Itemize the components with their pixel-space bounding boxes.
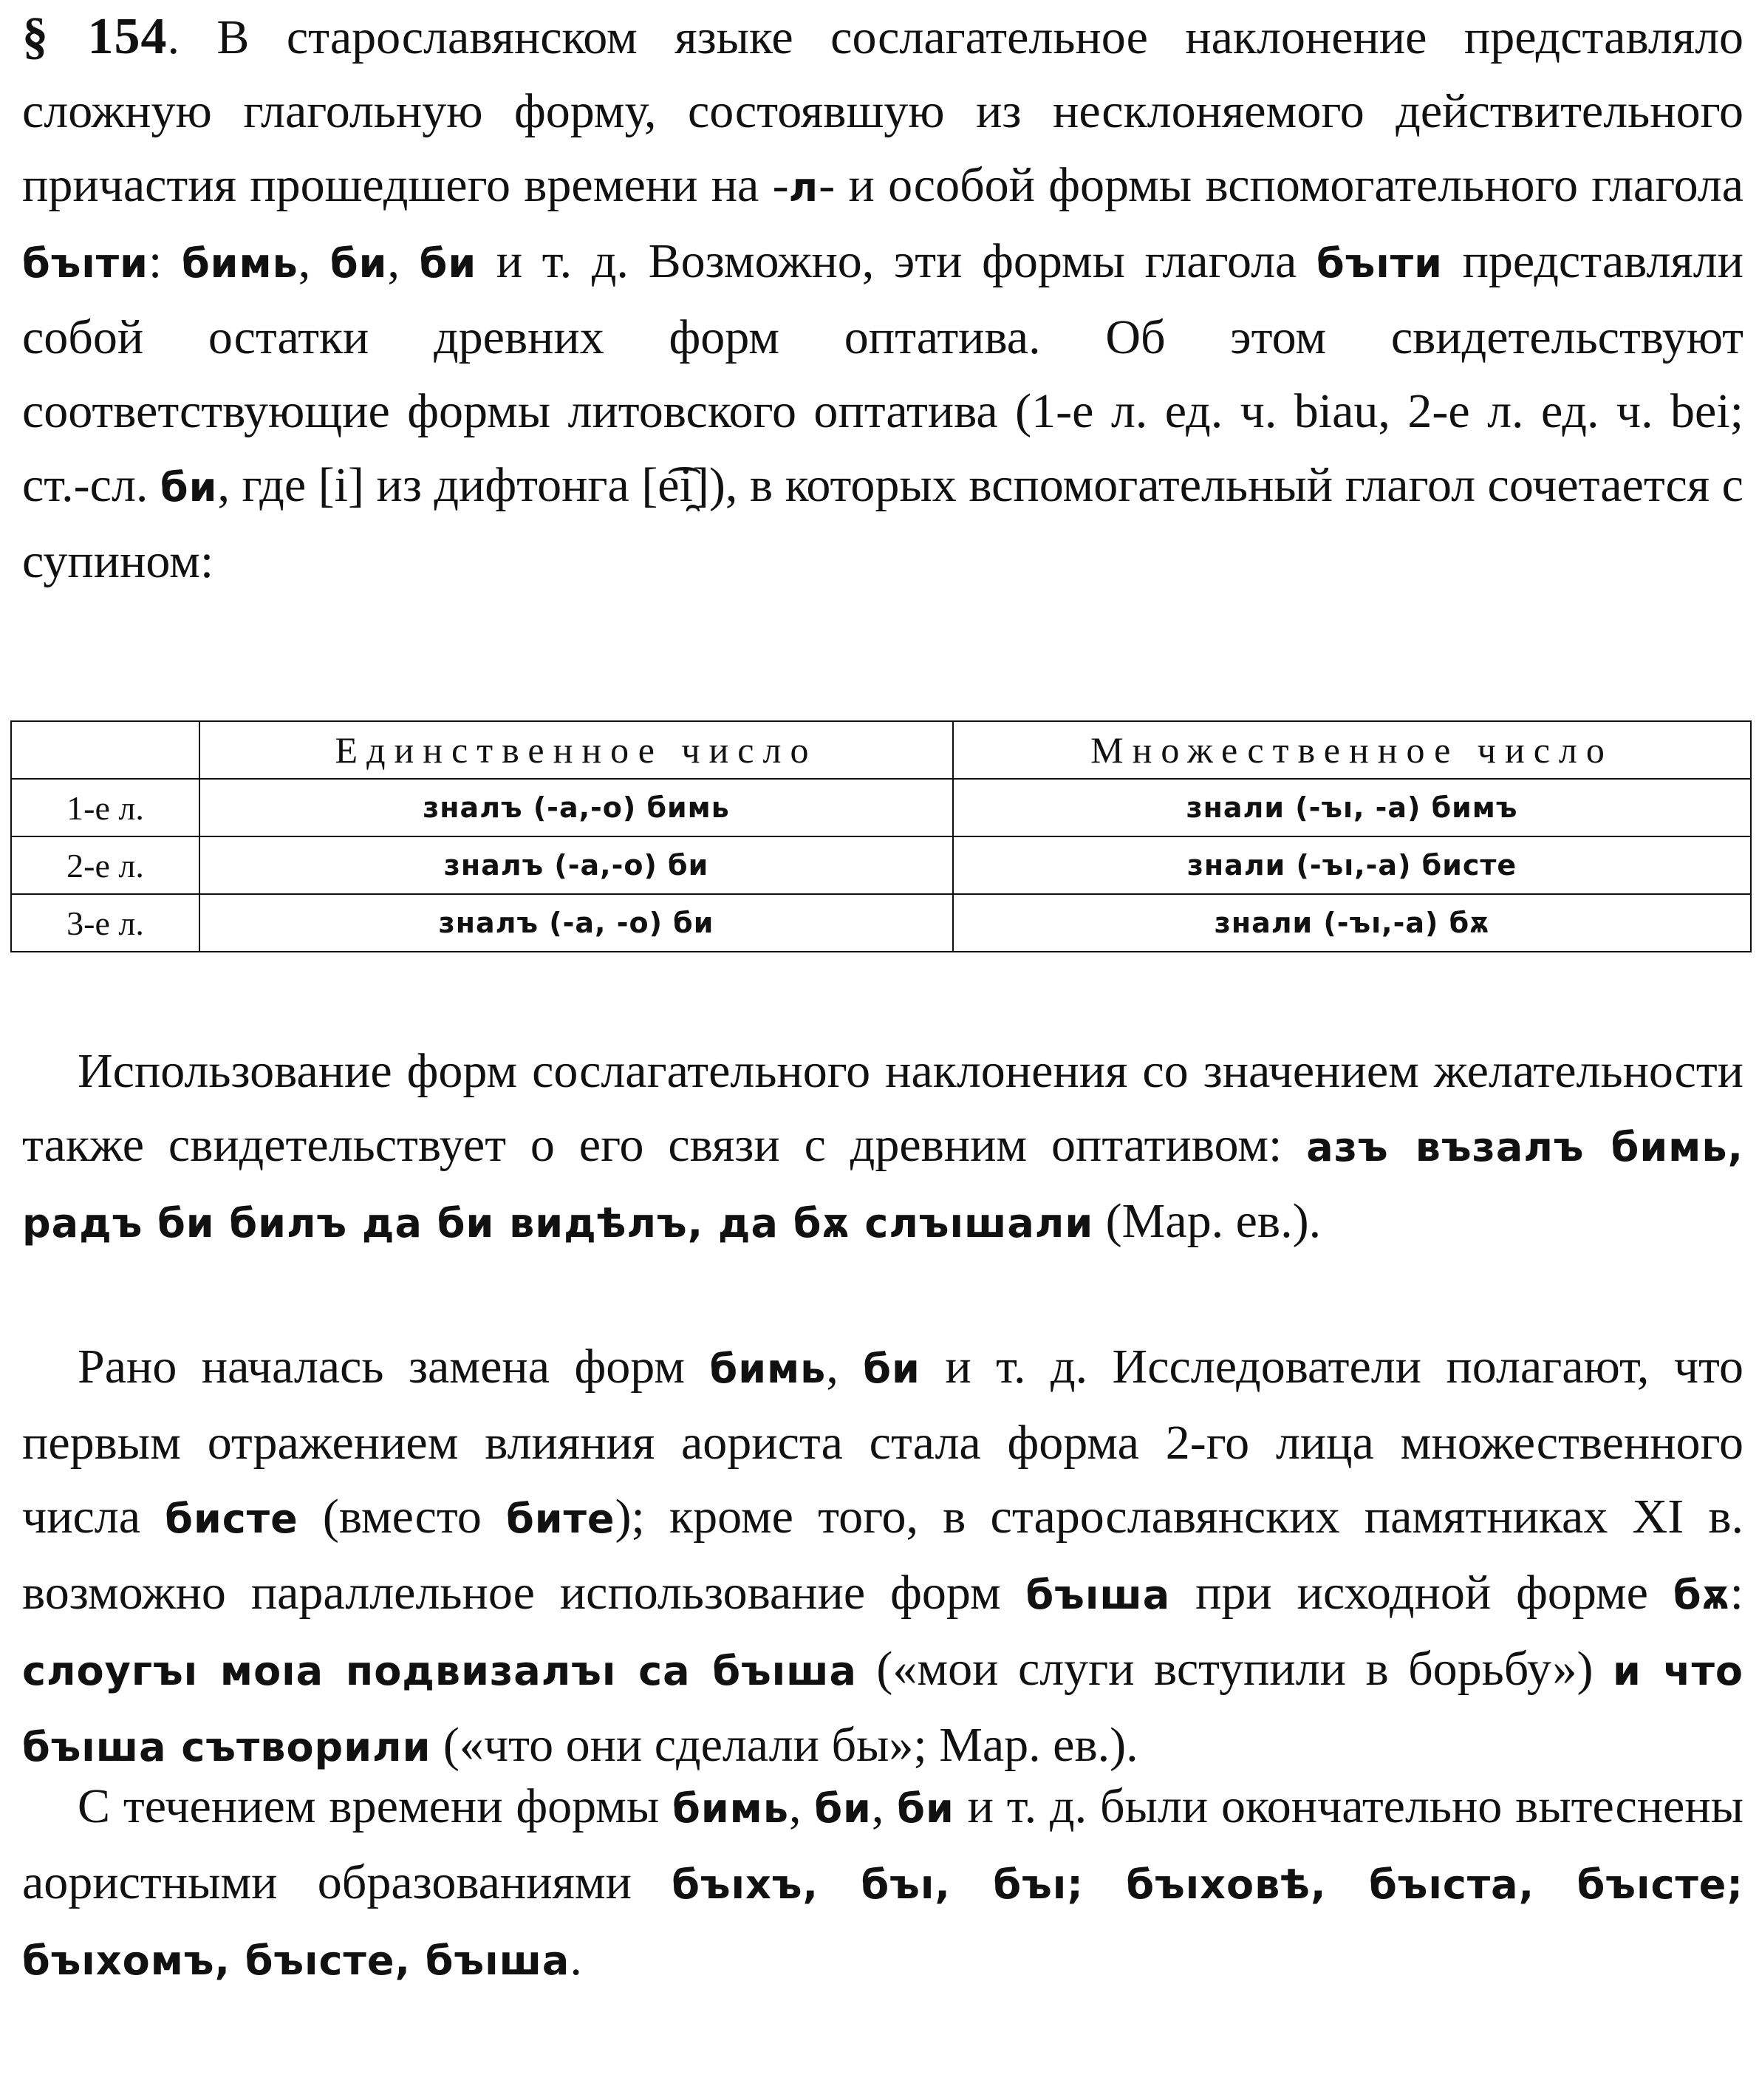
text-run: (вместо — [298, 1490, 507, 1544]
text-run: и т. д. Исследователи полагают, что первым отражением влияния аориста стала форма 2-го лица множественного числа — [22, 1340, 1743, 1544]
old-slavonic-form: бъıти — [22, 240, 148, 287]
old-slavonic-form: бимь — [672, 1785, 789, 1832]
person-cell: 1-е л. — [11, 779, 199, 836]
paragraph-aorist-replacement — [22, 1330, 1743, 1784]
old-slavonic-quote: слоугъı моıа подвизалъı са бъıша — [22, 1648, 857, 1694]
old-slavonic-form: л — [788, 164, 819, 211]
plural-form-cell: знали (-ъı, -а) бимъ — [953, 779, 1751, 836]
old-slavonic-form: би — [863, 1346, 921, 1392]
table-row — [11, 836, 1751, 894]
text-run: представляли собой остатки древних форм оптатива. Об этом свидетельствуют соответствующие формы литовского оптатива (1-е л. ед. ч. biau, 2-е л. ед. ч. bei; ст.-сл. — [22, 234, 1743, 512]
old-slavonic-form: бъıша — [1025, 1572, 1171, 1618]
old-slavonic-form: бисте — [165, 1496, 298, 1542]
text-run: при исходной форме — [1170, 1566, 1673, 1620]
plural-form-cell: знали (-ъı,-а) бѫ — [953, 894, 1751, 952]
person-cell: 3-е л. — [11, 894, 199, 952]
old-slavonic-form: би — [419, 240, 477, 287]
text-run: Использование форм сослагательного наклонения со значением желательности также свидетельствует о его связи с древним оптативом: — [22, 1044, 1743, 1172]
text-run: : — [1729, 1566, 1744, 1620]
text-run: . В старославянском языке сослагательное наклонение представляло сложную глагольную форму, состоявшую из несклоняемого действительного причастия прошедшего времени на - — [22, 10, 1744, 212]
text-run: , — [826, 1340, 864, 1394]
text-run: , — [788, 1779, 815, 1833]
text-run: и т. д. Возможно, эти формы глагола — [477, 234, 1316, 288]
singular-form-cell: зналъ (-а,-о) бимь — [199, 779, 953, 836]
singular-form-cell: зналъ (-а,-о) би — [199, 836, 953, 894]
plural-form-cell: знали (-ъı,-а) бисте — [953, 836, 1751, 894]
old-slavonic-form: бимь — [709, 1346, 827, 1392]
singular-form-cell: зналъ (-а, -о) би — [199, 894, 953, 952]
text-run: («что они сделали бы»; Мар. ев.). — [431, 1718, 1138, 1772]
section-number: § 154 — [22, 8, 168, 65]
old-slavonic-form: бъıти — [1316, 240, 1443, 287]
text-run: , где [i] из дифтонга [e͡i̯]), в которых вспомогательный глагол сочетается с супином: — [22, 458, 1743, 588]
paragraph-optative-usage — [22, 1034, 1743, 1261]
old-slavonic-form: бите — [506, 1496, 615, 1542]
table-header-row — [11, 721, 1751, 779]
text-run: Рано началась замена форм — [78, 1340, 710, 1394]
text-run: : — [148, 234, 182, 288]
table-row — [11, 779, 1751, 836]
text-run: (Мар. ев.). — [1093, 1194, 1322, 1248]
table-row — [11, 894, 1751, 952]
header-plural: Множественное число — [953, 721, 1751, 779]
old-slavonic-quote: и что бъıша сътворили — [22, 1648, 1744, 1770]
old-slavonic-form: би — [329, 240, 388, 287]
text-run: , — [298, 234, 330, 288]
old-slavonic-forms-list: бъıхъ, бъı, бъı; бъıховѣ, бъıста, бъıсте; бъıхомъ, бъıсте, бъıша — [22, 1861, 1744, 1984]
text-run: - и особой формы вспомогательного глагола — [819, 158, 1743, 212]
paragraph-154 — [22, 0, 1743, 599]
text-run: С течением времени формы — [78, 1779, 673, 1833]
text-run: и т. д. были окончательно вытеснены аористными образованиями — [22, 1779, 1744, 1909]
old-slavonic-form: бимь — [181, 240, 298, 287]
text-run: . — [570, 1932, 582, 1985]
old-slavonic-form: бѫ — [1673, 1572, 1730, 1618]
old-slavonic-form: би — [897, 1785, 954, 1832]
old-slavonic-quote: азъ възалъ бимь, радъ би билъ да би видѣлъ, да бѫ слъıшали — [22, 1124, 1743, 1247]
text-run: , — [387, 234, 420, 288]
person-cell: 2-е л. — [11, 836, 199, 894]
old-slavonic-form: би — [160, 464, 218, 511]
old-slavonic-form: би — [814, 1785, 872, 1832]
header-singular: Единственное число — [199, 721, 953, 779]
text-run: ); кроме того, в старославянских памятниках XI в. возможно параллельное использование форм — [22, 1490, 1744, 1620]
text-run: , — [871, 1779, 898, 1833]
text-run: («мои слуги вступили в борьбу») — [856, 1642, 1613, 1696]
paragraph-displacement — [22, 1770, 1743, 1998]
conjugation-table — [10, 720, 1752, 952]
header-cell-empty — [11, 721, 199, 779]
